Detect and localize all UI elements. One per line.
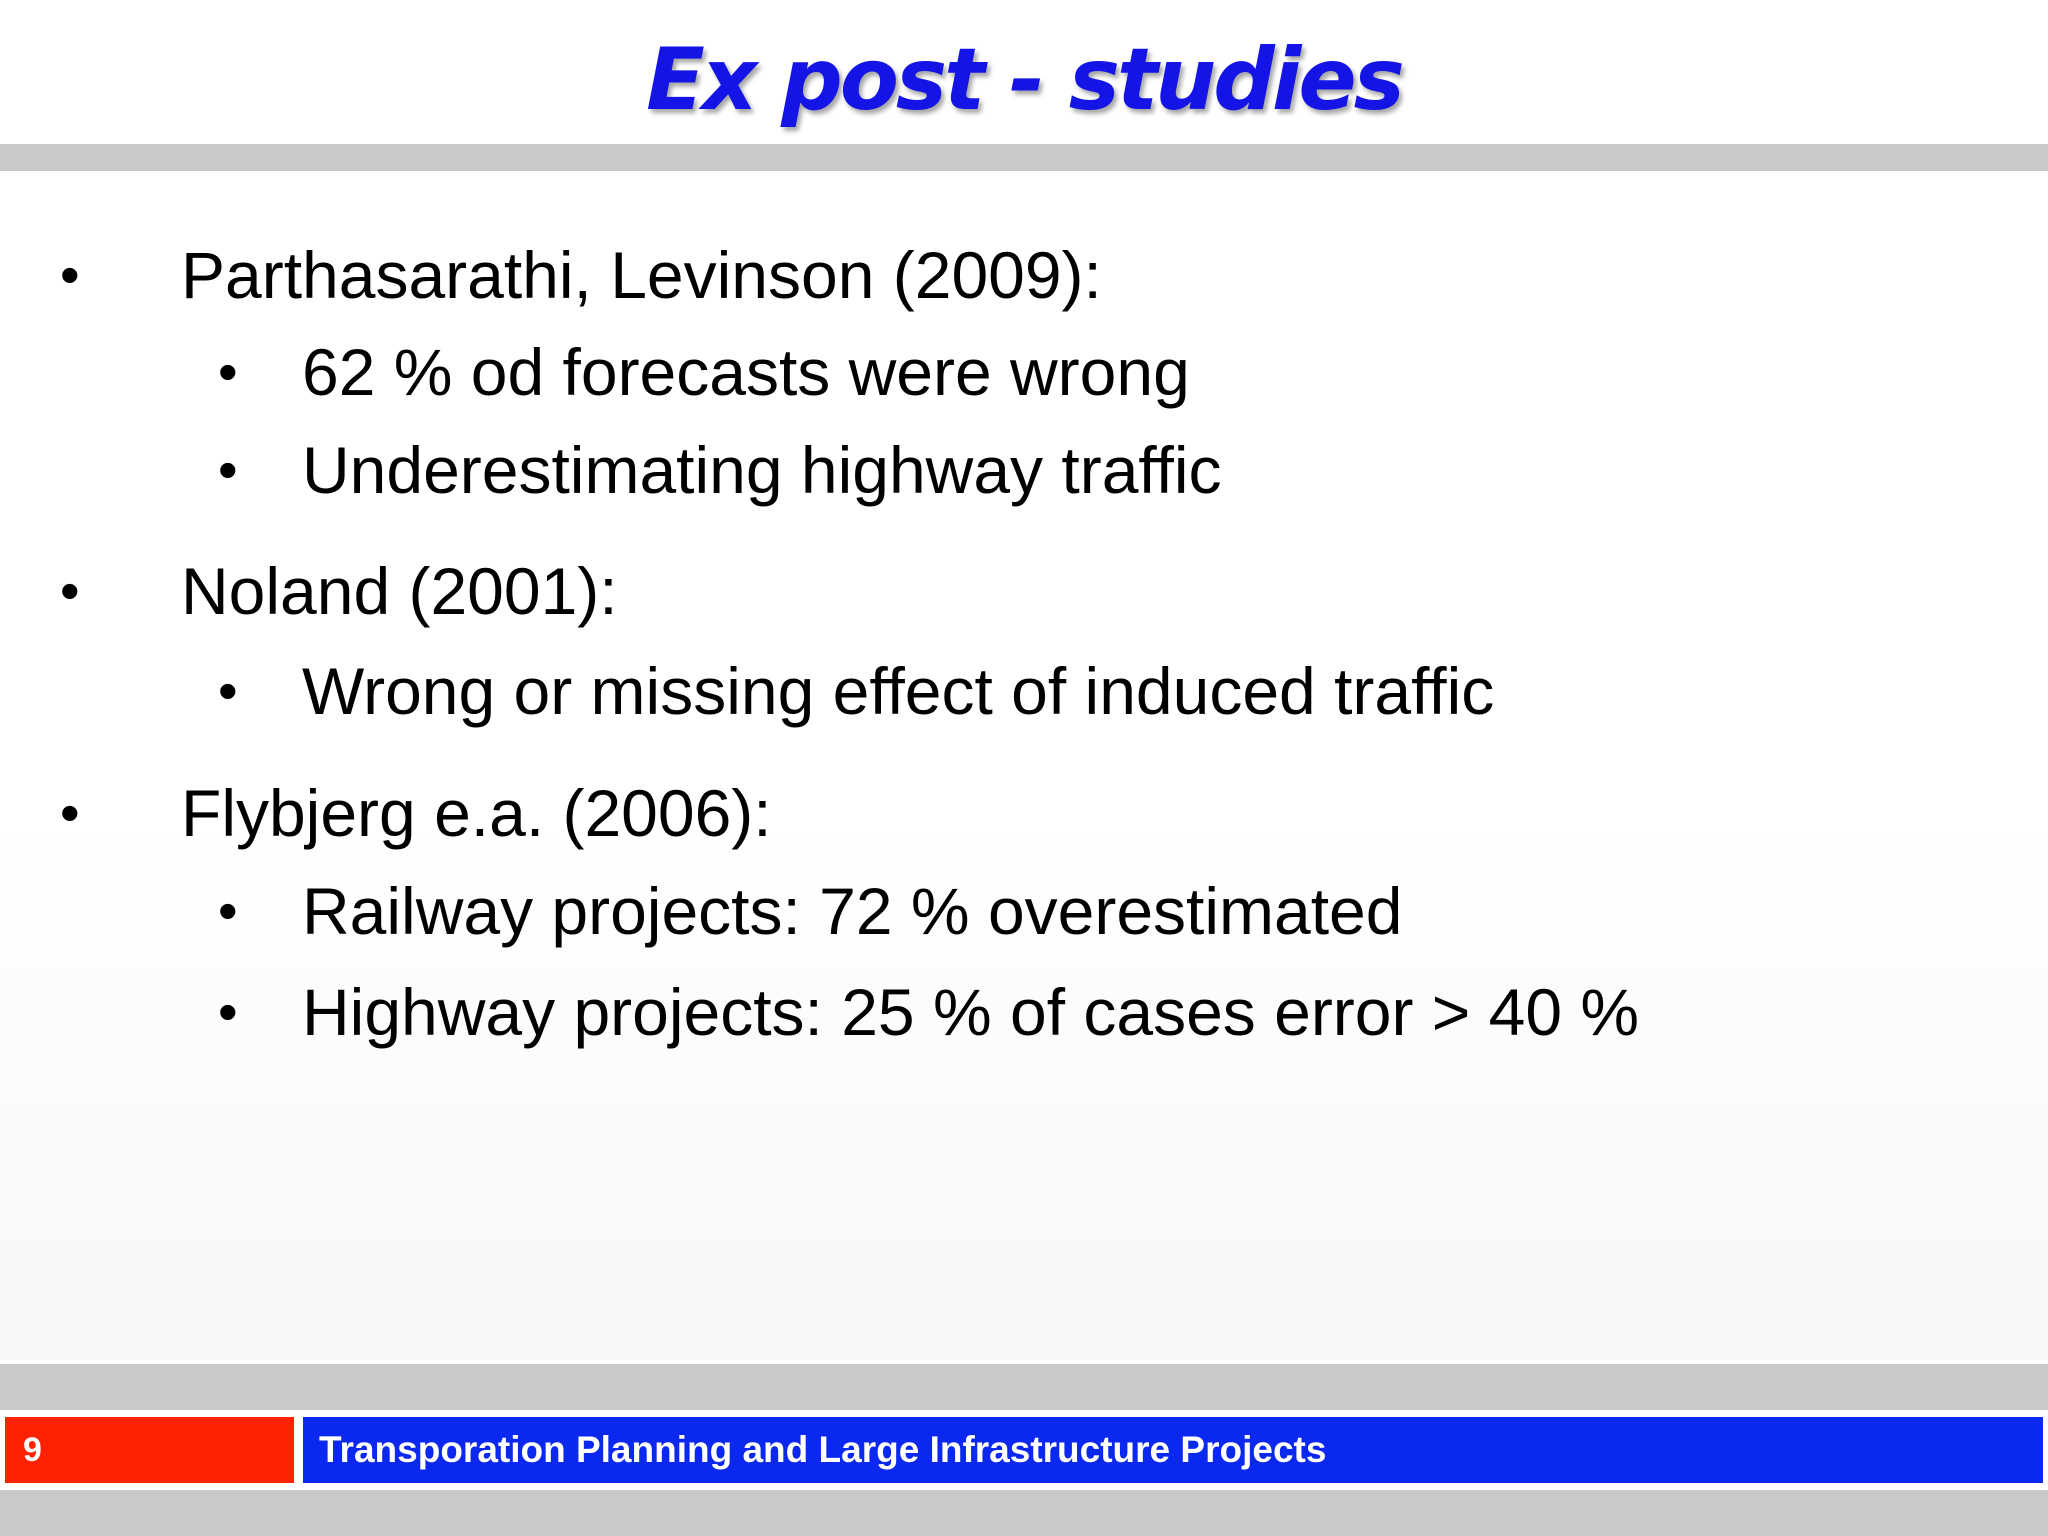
sub-bullet-marker: • [218,879,238,942]
bullet-item: Parthasarathi, Levinson (2009): [181,238,1102,312]
bullet-item: Noland (2001): [181,554,618,628]
footer-title: Transporation Planning and Large Infrastructure Projects [303,1417,2043,1483]
sub-bullet-marker: • [218,340,238,403]
sub-bullet-item: Highway projects: 25 % of cases error > 40 % [302,975,1640,1049]
footer-bottom-band [0,1490,2048,1536]
sub-bullet-marker: • [218,980,238,1043]
sub-bullet-item: Railway projects: 72 % overestimated [302,874,1403,948]
title-divider [0,144,2048,171]
bullet-marker: • [60,781,80,844]
bullet-marker: • [60,559,80,622]
slide-number: 9 [5,1417,294,1483]
bullet-marker: • [60,243,80,306]
sub-bullet-marker: • [218,438,238,501]
sub-bullet-item: Wrong or missing effect of induced traffic [302,654,1495,728]
sub-bullet-item: 62 % od forecasts were wrong [302,335,1190,409]
sub-bullet-item: Underestimating highway traffic [302,433,1222,507]
bullet-item: Flybjerg e.a. (2006): [181,776,772,850]
sub-bullet-marker: • [218,659,238,722]
footer-top-band [0,1364,2048,1410]
slide-title: Ex post - studies [646,30,1402,130]
